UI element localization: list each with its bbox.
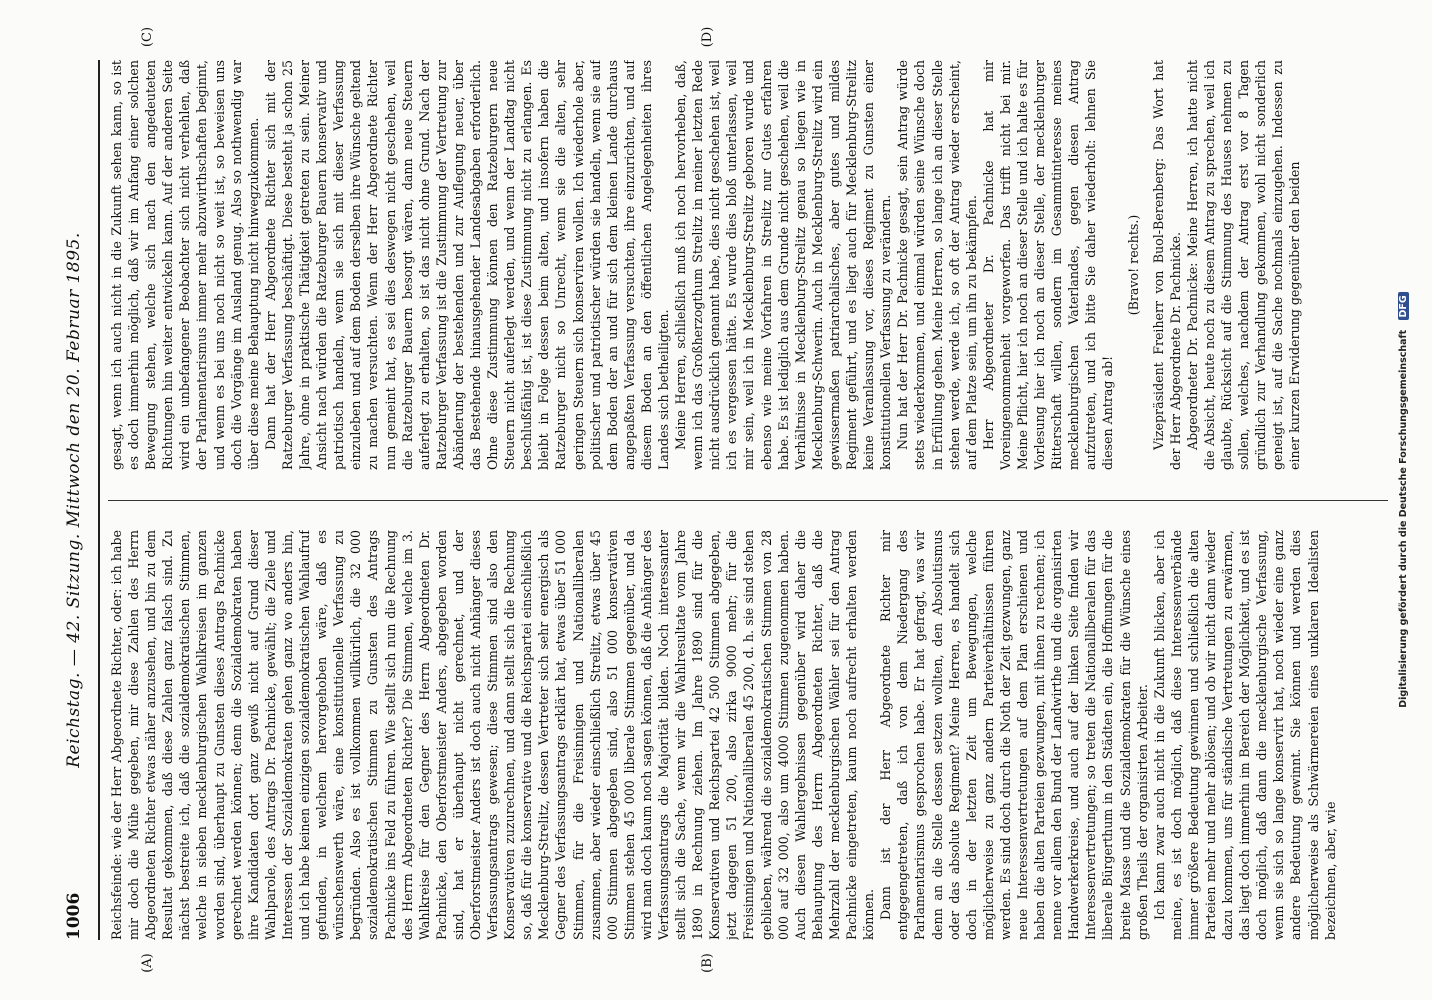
margin-marker-d: (D)	[700, 26, 715, 48]
right-column	[108, 60, 1388, 470]
right-paragraph-2: Dann hat der Herr Abgeordnete Richter sich mit der Ratzeburger Verfassung beschäftigt. Diese besteht ja schon 25 Jahre, ohne in praktische Thätigkeit getreten zu sein. Meiner Ansicht nach würden die Ratzeburger Bauern konservativ und patriotisch handeln, wenn sie sich mit dieser Verfassung einzuleben und auf dem Boden derselben ihre Wünsche geltend zu machen versuchten. Wenn der Herr Abgeordnete Richter nun gemeint hat, es sei dies deswegen nicht geschehen, weil die Ratzeburger Bauern besorgt wären, dann neue Steuern auferlegt zu erhalten, so ist das nicht ohne Grund. Nach der Ratzeburger Verfassung ist die Zustimmung der Vertretung zur Abänderung der bestehenden und zur Auflegung neuer, über das Bestehende hinausgehender Landesabgaben erforderlich. Ohne diese Zustimmung können den Ratzeburgern neue Steuern nicht auferlegt werden, und wenn der Landtag nicht beschlußfähig ist, ist diese Zustimmung nicht zu erlangen. Es bleibt in Folge dessen beim alten, und insofern haben die Ratzeburger nicht so Unrecht, wenn sie die alten, sehr geringen Steuern sich konserviren wollen. Ich wiederhole aber, politischer und patriotischer würden sie handeln, wenn sie auf dem Boden der an und für sich dem kleinen Lande durchaus angepaßten Verfassung versuchten, ihre einzurichten, und auf diesem Boden an den öffentlichen Angelegenheiten ihres Landes sich betheiligten.	[262, 60, 671, 470]
left-paragraph-3: Ich kann zwar auch nicht in die Zukunft blicken, aber ich meine, es ist doch möglich, daß diese Interessenverbände immer größere Bedeutung gewinnen und schließlich die alten Parteien mehr und mehr ablösen; und ob wir nicht dann wieder dazu kommen, uns für ständische Vertretungen zu erwärmen, das liegt doch immerhin im Bereich der Möglichkeit, und es ist doch möglich, daß dann die mecklenburgische Verfassung, wenn sie sich so lange konservirt hat, noch wieder eine ganz andere Bedeutung gewinnt. Sie können und werden dies möglicherweise als Schwärmereien eines unklaren Idealisten bezeichnen, aber, wie	[1151, 530, 1338, 940]
right-paragraph-5: Herr Abgeordneter Dr. Pachnicke hat mir Voreingenommenheit vorgeworfen. Das trifft nicht bei mir. Meine Pflicht, hier ich noch an dieser Stelle und ich halte es für Vorlesung hier ich noch an dieser Stelle, der mecklenburger Ritterschaft willen, sondern im Gesammtinteresse meines mecklenburgischen Vaterlandes, gegen diesen Antrag aufzutreten, und ich bitte Sie daher wiederholt: lehnen Sie diesen Antrag ab!	[980, 60, 1116, 470]
digitization-credit	[1398, 60, 1409, 940]
applause-note: (Bravo! rechts.)	[1125, 214, 1141, 316]
left-paragraph-1: Reichsfeinde: wie der Herr Abgeordnete Richter, oder: ich habe mir doch die Mühe gegeben, mir diese Zahlen des Herrn Abgeordneten Richter etwas näher anzusehen, und bin zu dem Resultat gekommen, daß diese Zahlen ganz falsch sind. Zu nächst bestreite ich, daß die sozialdemokratischen Stimmen, welche in sieben mecklenburgischen Wahlkreisen im ganzen worden sind, überhaupt zu Gunsten dieses Antrags Pachnicke gerechnet werden können; denn die Sozialdemokraten haben ihre Kandidaten dort ganz gewiß nicht auf Grund dieser Wahlparole, des Antrags Dr. Pachnicke, gewählt; die Ziele und Interessen der Sozialdemokraten gehen ganz wo anders hin, und ich habe keinen einzigen sozialdemokratischen Wahlaufruf gefunden, in welchem hervorgehoben wäre, daß es wünschenswerth wäre, eine konstitutionelle Verfassung zu begründen. Also es ist vollkommen willkürlich, die 32 000 sozialdemokratischen Stimmen zu Gunsten des Antrags Pachnicke ins Feld zu führen. Wie stellt sich nun die Rechnung des Herrn Abgeordneten Richter? Die Stimmen, welche im 3. Wahlkreise für den Gegner des Herrn Abgeordneten Dr. Pachnicke, den Oberforstmeister Anders, abgegeben worden sind, hat er überhaupt nicht gerechnet, und der Oberforstmeister Anders ist doch auch nicht Anhänger dieses Verfassungsantrags gewesen; diese Stimmen sind also den Konservativen zuzurechnen, und dann stellt sich die Rechnung so, daß für die konservative und die Reichspartei einschließlich Mecklenburg-Strelitz, dessen Vertreter sich sehr energisch als Gegner des Verfassungsantrags erklärt hat, etwas über 51 000 Stimmen, für die Freisinnigen und Nationalliberalen zusammen, aber wieder einschließlich Strelitz, etwas über 45 000 Stimmen abgegeben sind, also 51 000 konservativen Stimmen stehen 45 000 liberale Stimmen gegenüber, und da wird man doch kaum noch sagen können, daß die Anhänger des Verfassungsantrags die Majorität bilden. Noch interessanter stellt sich die Sache, wenn wir die Wahlresultate vom Jahre 1890 in Rechnung ziehen. Im Jahre 1890 sind für die Konservativen und Reichspartei 42 500 Stimmen abgegeben, jetzt dagegen 51 200, also zirka 9000 mehr; für die Freisinnigen und Nationalliberalen 45 200, d. h. sie sind stehen geblieben, während die sozialdemokratischen Stimmen von 28 000 auf 32 000, also um 4000 Stimmen zugenommen haben. Auch diesen Wahlergebnissen gegenüber wird daher die Behauptung des Herrn Abgeordneten Richter, daß die Mehrzahl der mecklenburgischen Wähler sei für den Antrag Pachnicke eingetreten, kaum noch aufrecht erhalten werden können.	[109, 530, 877, 940]
right-paragraph-4: Nun hat der Herr Dr. Pachnicke gesagt, sein Antrag würde stets wiederkommen, und einmal würden seine Wünsche doch in Erfüllung gehen. Meine Herren, so lange ich an dieser Stelle stehen werde, werde ich, so oft der Antrag wieder erscheint, auf dem Platze sein, um ihn zu bekämpfen.	[895, 60, 979, 470]
right-paragraph-1: gesagt, wenn ich auch nicht in die Zukunft sehen kann, so ist es doch immerhin möglich, daß wir im Anfang einer solchen Bewegung stehen, welche sich nach den angedeuteten Richtungen hin weiter entwickeln kann. Auf der anderen Seite wird ein unbefangener Beobachter sich nicht verhehlen, daß der Parlamentarismus immer mehr abzuwirthschaften beginnt, und wenn es bei uns noch nicht so weit ist, so beweisen uns doch die Vorgänge im Ausland genug. Also so nothwendig war über diese meine Behauptung nicht hinwegzukommen.	[109, 60, 261, 470]
page-header	[58, 60, 100, 940]
credit-text: Digitalisierung gefördert durch die Deutsche Forschungsgemeinschaft	[1398, 329, 1409, 708]
column-divider	[108, 500, 1388, 501]
margin-marker-a: (A)	[140, 953, 155, 973]
left-paragraph-2: Dann ist der Herr Abgeordnete Richter mir entgegengetreten, daß ich von dem Niedergang des Parlamentarismus gesprochen habe. Er hat gefragt, was wir denn an die Stelle dessen setzen wollten, den Absolutismus oder das absolute Regiment? Meine Herren, es handelt sich doch in der letzten Zeit um Bewegungen, welche möglicherweise zu ganz andern Parteiverhältnissen führen werden. Es sind doch durch die Noth der Zeit gezwungen, ganz neue Interessenvertretungen auf dem Plan erschienen und haben die alten Parteien gezwungen, mit ihnen zu rechnen; ich nenne vor allem den Bund der Landwirthe und die organisirten Handwerkerkreise, und auch auf der linken Seite finden wir Interessenvertretungen; so treten die Nationalliberalen für das liberale Bürgerthum in den Städten ein, die Hoffnungen für die breite Masse und die Sozialdemokraten für die Wünsche eines großen Theils der organisirten Arbeiter.	[878, 530, 1150, 940]
margin-marker-c: (C)	[140, 26, 155, 48]
page-number: 1006	[64, 892, 84, 940]
right-paragraph-3: Meine Herren, schließlich muß ich noch hervorheben, daß, wenn ich das Großherzogthum Strelitz in meiner letzten Rede nicht ausdrücklich genannt habe, dies nicht geschehen ist, weil ich es vergessen hätte. Es wurde dies bloß unterlassen, weil mir sein, weil ich in Mecklenburg-Strelitz geboren wurde und ebenso wie meine Vorfahren in Strelitz nur Gutes erfahren habe. Es ist lediglich aus dem Grunde nicht geschehen, weil die Verhältnisse in Mecklenburg-Strelitz genau so liegen wie in Mecklenburg-Schwerin. Auch in Mecklenburg-Strelitz wird ein gewissermaßen patriarchalisches, aber gutes und mildes Regiment geführt, und es liegt auch für Mecklenburg-Strelitz keine Veranlassung vor, dieses Regiment zu Gunsten einer konstitutionellen Verfassung zu verändern.	[673, 60, 894, 470]
page-title: Reichstag. — 42. Sitzung. Mittwoch den 20. Februar 1895.	[64, 232, 84, 768]
speaker-announcement: Vizepräsident Freiherr von Buol-Berenberg: Das Wort hat der Herr Abgeordnete Dr. Pachnicke.	[1150, 60, 1183, 470]
dfg-logo: DFG	[1398, 292, 1409, 320]
left-column	[108, 530, 1388, 940]
margin-marker-b: (B)	[700, 953, 715, 973]
right-paragraph-speech: Abgeordneter Dr. Pachnicke: Meine Herren, ich hatte nicht die Absicht, heute noch zu diesem Antrag zu sprechen, weil ich glaubte, Rücksicht auf die Stimmung des Hauses nehmen zu sollen, welches, nachdem der Antrag erst vor 8 Tagen gründlich zur Verhandlung gekommen, wohl nicht sonderlich geneigt ist, auf die Sache nochmals einzugehen. Indessen zu einer kurzen Erwiderung gegenüber den beiden	[1184, 60, 1303, 470]
